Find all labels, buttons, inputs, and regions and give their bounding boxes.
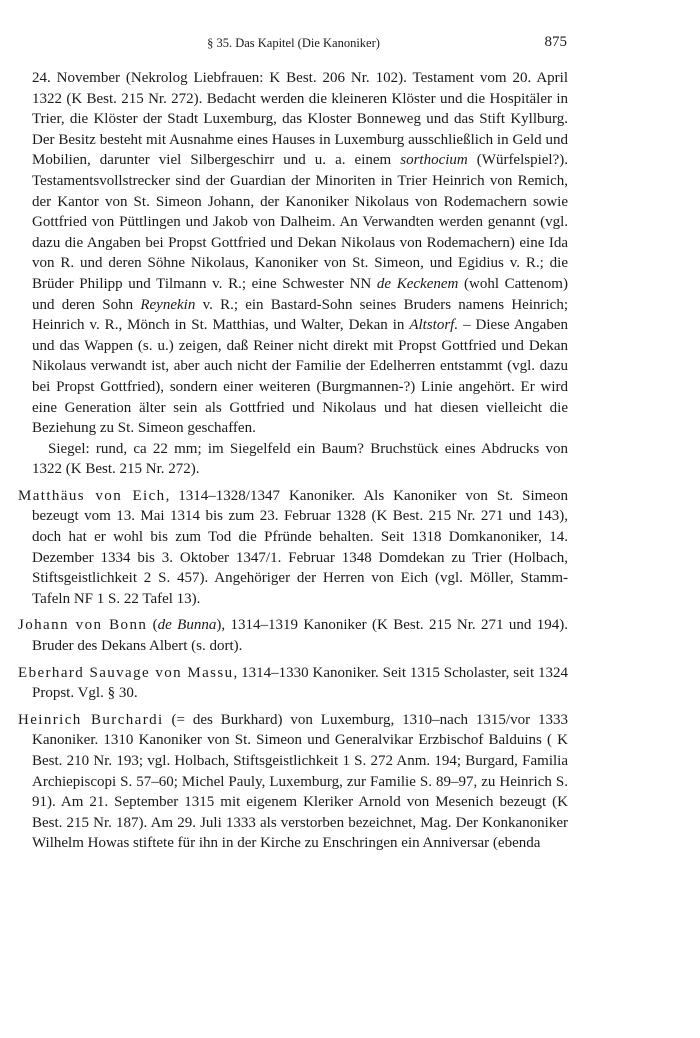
text-run: v. R.; ein Bastard-Sohn seines Bruders namens Heinrich; Heinrich v. R., Mönch in St. Matthias, und Walter, Dekan in	[32, 296, 568, 334]
entry-matthaeus-von-eich	[18, 486, 568, 610]
entry-heinrich-burchardi	[18, 710, 568, 854]
seal-paragraph: Siegel: rund, ca 22 mm; im Siegelfeld ein Baum? Bruchstück eines Abdrucks von 1322 (K Best. 215 Nr. 272).	[32, 440, 568, 478]
continuation-paragraph	[32, 68, 568, 439]
entry-text: (= des Burkhard) von Luxemburg, 1310–nach 1315/vor 1333 Kanoniker. 1310 Kanoniker von St. Simeon und Generalvikar Erzbischof Balduins ( K Best. 210 Nr. 193; vgl. Holbach, Stiftsgeistlichkeit 1 S. 272 Anm. 194; Burgard, Familia Archiepiscopi S. 57–60; Michel Pauly, Luxemburg, zur Familie S. 89–97, zu Heinrich S. 91). Am 21. September 1315 mit eigenem Kleriker Arnold von Mesenich bezeugt (K Best. 215 Nr. 187). Am 29. Juli 1333 als verstorben bezeichnet, Mag. Der Konkanoniker Wilhelm Howas stiftete für ihn in der Kirche zu Enschringen ein Anniversar (ebenda	[32, 711, 568, 852]
running-head	[20, 34, 567, 54]
entry-text: , 1314–1328/1347 Kanoniker. Als Kanoniker von St. Simeon bezeugt vom 13. Mai 1314 bis zum 23. Februar 1328 (K Best. 215 Nr. 271 und 143), doch hat er wohl bis zum Tod die Pfründe behalten. Seit 1318 Domkanoniker, 14. Dezember 1334 bis 3. Oktober 1347/1. Februar 1348 Domdekan zu Trier (Holbach, Stiftsgeistlichkeit 2 S. 457). Angehöriger der Herren von Eich (vgl. Möller, Stamm-Tafeln NF 1 S. 22 Tafel 13).	[32, 487, 568, 607]
entry-text: ), 1314–1319 Kanoniker (K Best. 215 Nr. 271 und 194). Bruder des Dekans Albert (s. dort).	[32, 617, 568, 655]
italic-term: de Bunna	[157, 617, 217, 634]
italic-term: Altstorf.	[409, 317, 459, 334]
text-run: 24. November (Nekrolog Liebfrauen: K Best. 206 Nr. 102). Testament vom 20. April 1322 (K Best. 215 Nr. 272). Bedacht werden die kleineren Klöster und die Hospitäler in Trier, die Klöster der Stadt Luxemburg, das Kloster Bonneweg und das Stift Kyllburg. Der Besitz besteht mit Ausnahme eines Hauses in Luxemburg ausschließlich in Geld und Mobilien, darunter viel Silbergeschirr und u. a. einem	[32, 70, 568, 169]
entry-text: , 1314–1330 Kanoniker. Seit 1315 Scholaster, seit 1324 Propst. Vgl. § 30.	[32, 664, 568, 702]
text-run: – Diese Angaben und das Wappen (s. u.) zeigen, daß Reiner nicht direkt mit Propst Gottfried und Dekan Nikolaus verwandt ist, aber auch nicht der Familie der Edelherren entstammt (vgl. dazu bei Propst Gottfried), sondern einer weiteren (Burgmannen-?) Linie angehört. Er wird eine Generation älter sein als Gottfried und Nikolaus und hat diesen vielleicht die Beziehung zu St. Simeon geschaffen.	[32, 317, 568, 437]
body-text	[18, 68, 568, 854]
entry-text: (	[147, 617, 158, 634]
entry-name: Heinrich Burchardi	[18, 711, 164, 728]
entry-johann-von-bonn	[18, 615, 568, 656]
italic-term: Reynekin	[140, 296, 196, 313]
running-title: § 35. Das Kapitel (Die Kanoniker)	[207, 36, 380, 50]
entry-name: Johann von Bonn	[18, 617, 148, 634]
entry-name: Matthäus von Eich	[18, 487, 166, 504]
italic-term: de Keckenem	[376, 275, 459, 292]
italic-term: sorthocium	[400, 152, 468, 169]
page-number: 875	[544, 34, 567, 50]
text-run: (wohl Cattenom) und deren Sohn	[32, 275, 568, 313]
entry-name: Eberhard Sauvage von Massu	[18, 664, 234, 681]
entry-eberhard-sauvage	[18, 663, 568, 704]
text-run: (Würfelspiel?). Testamentsvollstrecker sind der Guardian der Minoriten in Trier Heinrich von Remich, der Kantor von St. Simeon Johann, der Kanoniker Nikolaus von Rodemachern sowie Gottfried von Püttlingen und Jakob von Dalheim. An Verwandten werden genannt (vgl. dazu die Angaben bei Propst Gottfried und Dekan Nikolaus von Rodemachern) eine Ida von R. und deren Söhne Nikolaus, Kanoniker von St. Simeon, und Egidius v. R.; die Brüder Philipp und Tilmann v. R.; eine Schwester NN	[32, 152, 568, 292]
